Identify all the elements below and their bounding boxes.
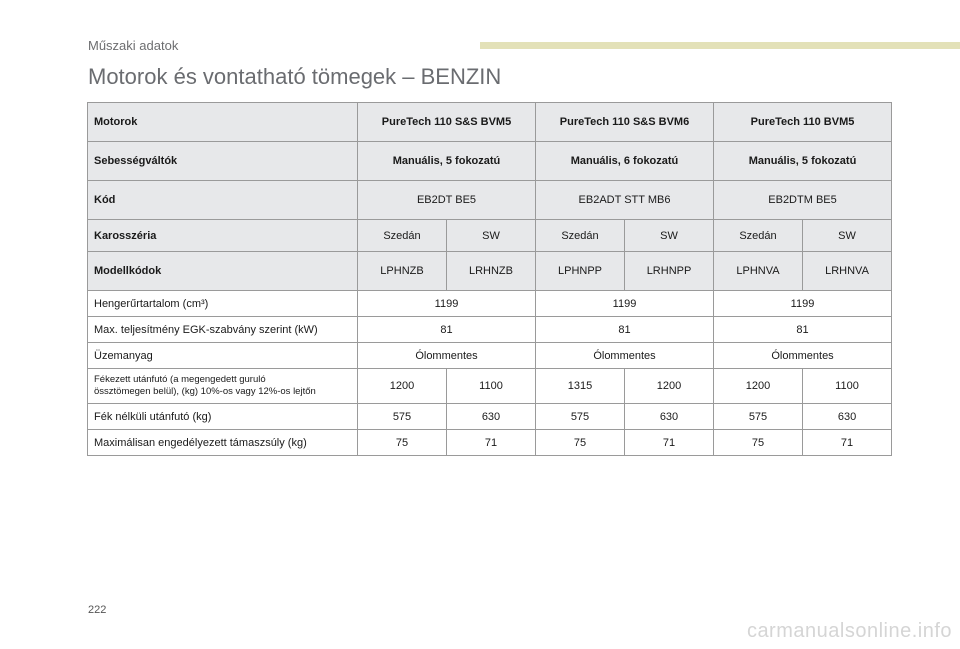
table-cell: Ólommentes <box>536 343 714 369</box>
power-row <box>88 317 892 343</box>
model-codes-row <box>88 252 892 291</box>
table-cell: 1200 <box>714 369 803 404</box>
table-cell: 81 <box>358 317 536 343</box>
page-title: Motorok és vontatható tömegek – BENZIN <box>88 64 502 89</box>
accent-bar <box>480 42 960 49</box>
table-cell: Szedán <box>536 220 625 252</box>
page-number: 222 <box>88 604 107 616</box>
row-label: Max. teljesítmény EGK-szabvány szerint (kW) <box>88 317 358 343</box>
table-cell: 630 <box>447 404 536 430</box>
table-cell: LRHNVA <box>803 252 892 291</box>
row-label: Karosszéria <box>88 220 358 252</box>
row-label: Üzemanyag <box>88 343 358 369</box>
row-label: Motorok <box>88 103 358 142</box>
table-cell: Manuális, 5 fokozatú <box>358 142 536 181</box>
table-cell: 1100 <box>447 369 536 404</box>
table-cell: Szedán <box>714 220 803 252</box>
row-label: Sebességváltók <box>88 142 358 181</box>
table-cell: EB2ADT STT MB6 <box>536 181 714 220</box>
section-title: Műszaki adatok <box>88 38 179 53</box>
table-cell: SW <box>803 220 892 252</box>
gearboxes-row <box>88 142 892 181</box>
table-cell: 575 <box>714 404 803 430</box>
row-label <box>88 369 358 404</box>
table-cell: PureTech 110 BVM5 <box>714 103 892 142</box>
engine-spec-table <box>87 102 892 456</box>
table-cell: SW <box>447 220 536 252</box>
row-label: Hengerűrtartalom (cm³) <box>88 291 358 317</box>
table-cell: Manuális, 5 fokozatú <box>714 142 892 181</box>
watermark: carmanualsonline.info <box>746 620 952 642</box>
table-cell: LPHNVA <box>714 252 803 291</box>
label-line-2: össztömegen belül), (kg) 10%-os vagy 12%-os lejtőn <box>94 386 316 397</box>
table-cell: 1200 <box>358 369 447 404</box>
row-label: Fék nélküli utánfutó (kg) <box>88 404 358 430</box>
table-cell: PureTech 110 S&S BVM6 <box>536 103 714 142</box>
table-cell: 71 <box>447 430 536 456</box>
table-cell: 1199 <box>536 291 714 317</box>
engines-row <box>88 103 892 142</box>
table-cell: LPHNPP <box>536 252 625 291</box>
table-cell: 71 <box>803 430 892 456</box>
braked-trailer-row <box>88 369 892 404</box>
row-label: Maximálisan engedélyezett támaszsúly (kg) <box>88 430 358 456</box>
table-cell: 575 <box>358 404 447 430</box>
fuel-row <box>88 343 892 369</box>
nose-weight-row <box>88 430 892 456</box>
table-cell: 71 <box>625 430 714 456</box>
table-cell: Szedán <box>358 220 447 252</box>
table-cell: 1199 <box>714 291 892 317</box>
table-cell: EB2DT BE5 <box>358 181 536 220</box>
table-cell: Ólommentes <box>714 343 892 369</box>
table-cell: SW <box>625 220 714 252</box>
table-cell: LRHNPP <box>625 252 714 291</box>
table-cell: 81 <box>536 317 714 343</box>
row-label: Kód <box>88 181 358 220</box>
table-cell: 75 <box>536 430 625 456</box>
table-cell: 1100 <box>803 369 892 404</box>
table-cell: LRHNZB <box>447 252 536 291</box>
displacement-row <box>88 291 892 317</box>
table-cell: 630 <box>803 404 892 430</box>
bodies-row <box>88 220 892 252</box>
table-cell: 1199 <box>358 291 536 317</box>
row-label: Modellkódok <box>88 252 358 291</box>
table-cell: 575 <box>536 404 625 430</box>
table-cell: 630 <box>625 404 714 430</box>
table-cell: 1315 <box>536 369 625 404</box>
codes-row <box>88 181 892 220</box>
table-cell: Manuális, 6 fokozatú <box>536 142 714 181</box>
table-cell: EB2DTM BE5 <box>714 181 892 220</box>
table-cell: Ólommentes <box>358 343 536 369</box>
table-cell: 81 <box>714 317 892 343</box>
table-cell: PureTech 110 S&S BVM5 <box>358 103 536 142</box>
table-cell: 1200 <box>625 369 714 404</box>
unbraked-trailer-row <box>88 404 892 430</box>
table-cell: 75 <box>358 430 447 456</box>
table-cell: LPHNZB <box>358 252 447 291</box>
table-cell: 75 <box>714 430 803 456</box>
label-line-1: Fékezett utánfutó (a megengedett guruló <box>94 374 266 385</box>
